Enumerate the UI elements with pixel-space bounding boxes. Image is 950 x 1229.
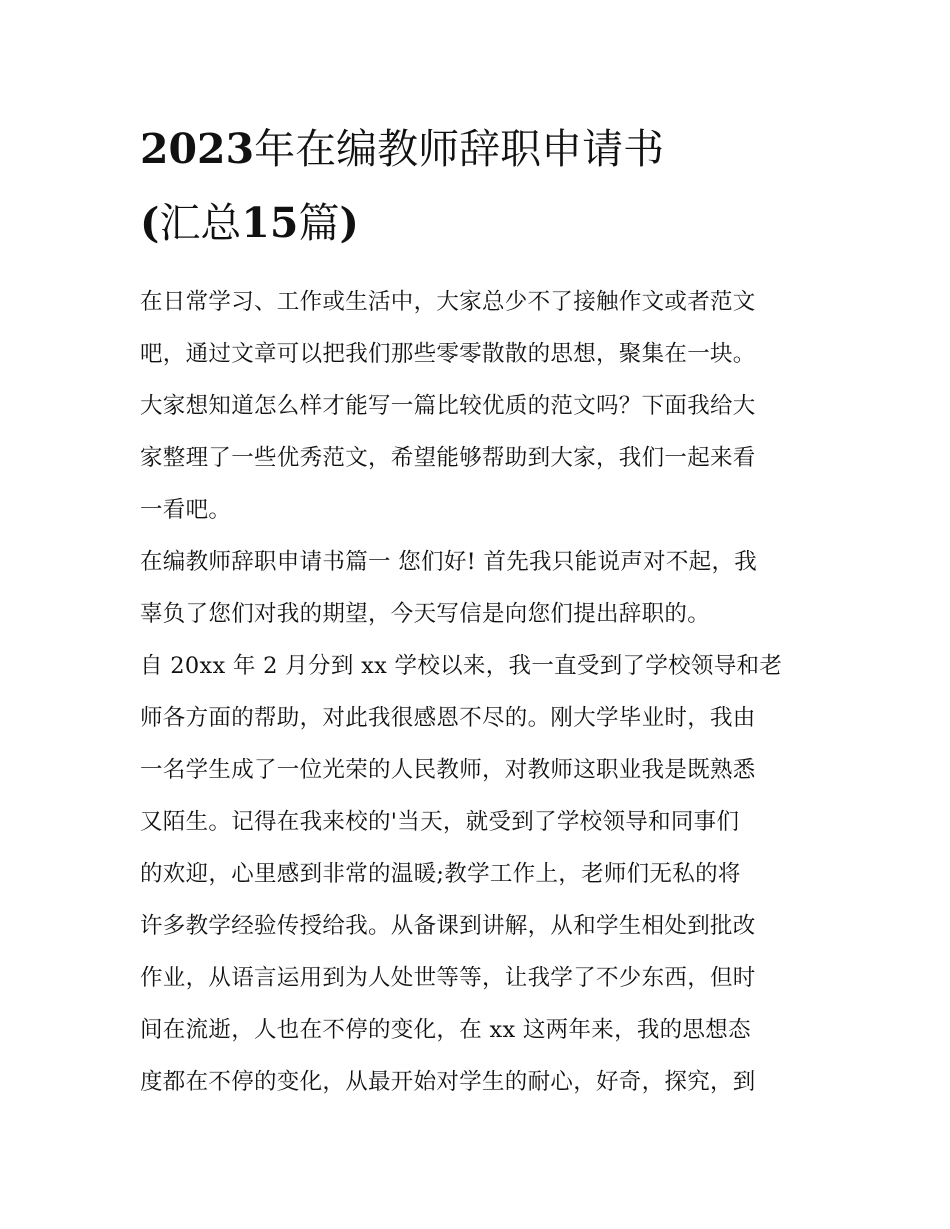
paragraph-line: 吧，通过文章可以把我们那些零零散散的思想，聚集在一块。: [140, 341, 756, 367]
title-segment: (: [140, 199, 160, 247]
paragraph-line: 一名学生成了一位光荣的人民教师，对教师这职业我是既熟悉: [140, 757, 756, 783]
title-line-2: [140, 186, 812, 260]
paragraph-line: 师各方面的帮助，对此我很感恩不尽的。刚大学毕业时，我由: [140, 705, 756, 731]
title-segment: 汇总: [159, 199, 242, 247]
paragraph-line: 许多教学经验传授给我。从备课到讲解，从和学生相处到批改: [140, 913, 756, 939]
title-segment: 2023: [140, 125, 255, 173]
paragraph-letter-opening: [140, 536, 812, 640]
paragraph-letter-body: [140, 640, 812, 1108]
document-title: [140, 112, 812, 260]
paragraph-line: 在编教师辞职申请书篇一 您们好! 首先我只能说声对不起，我: [140, 549, 758, 575]
paragraph-line: 大家想知道怎么样才能写一篇比较优质的范文吗？下面我给大: [140, 393, 756, 419]
title-segment: 篇: [298, 199, 340, 247]
paragraph-line: 的欢迎，心里感到非常的温暖;教学工作上，老师们无私的将: [140, 861, 741, 887]
title-segment: 15: [241, 199, 299, 247]
paragraph-line: 度都在不停的变化，从最开始对学生的耐心，好奇，探究，到: [140, 1069, 756, 1095]
paragraph-line: 作业，从语言运用到为人处世等等，让我学了不少东西，但时: [140, 965, 756, 991]
paragraph-line: 一看吧。: [140, 497, 232, 523]
paragraph-line: 家整理了一些优秀范文，希望能够帮助到大家，我们一起来看: [140, 445, 756, 471]
document-content: [140, 112, 812, 1108]
paragraph-line: 间在流逝，人也在不停的变化，在 xx 这两年来，我的思想态: [140, 1017, 751, 1043]
paragraph-line: 在日常学习、工作或生活中，大家总少不了接触作文或者范文: [140, 289, 756, 315]
title-segment: 年在编教师辞职申请书: [254, 125, 665, 173]
paragraph-line: 自 20xx 年 2 月分到 xx 学校以来，我一直受到了学校领导和老: [140, 653, 783, 679]
paragraph-line: 辜负了您们对我的期望，今天写信是向您们提出辞职的。: [140, 601, 711, 627]
paragraph-intro: [140, 276, 812, 536]
title-line-1: [140, 112, 812, 186]
paragraph-line: 又陌生。记得在我来校的'当天，就受到了学校领导和同事们: [140, 809, 740, 835]
title-segment: ): [339, 199, 359, 247]
